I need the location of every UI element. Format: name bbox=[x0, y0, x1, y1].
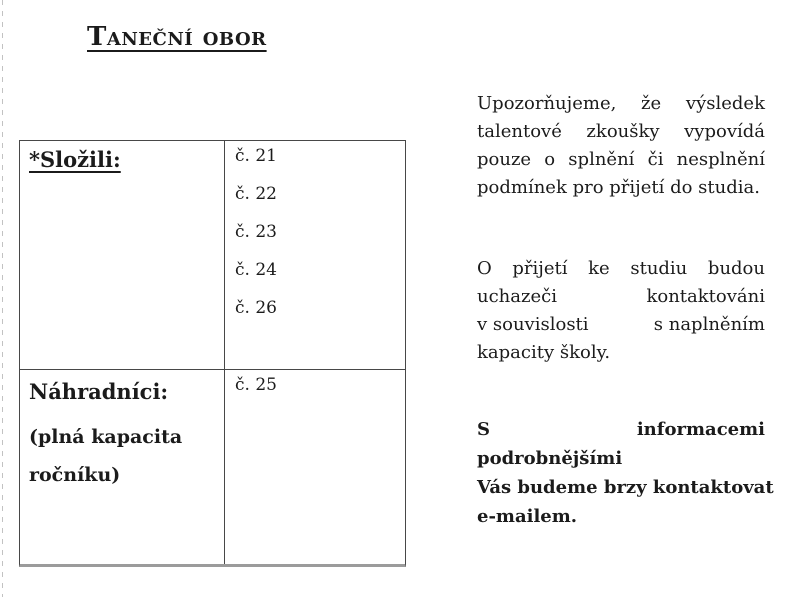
text-segment: kontaktováni bbox=[646, 286, 765, 307]
text-segment: v souvislosti bbox=[477, 314, 589, 335]
text-line: Upozorňujeme, že výsledek bbox=[477, 93, 765, 114]
text-line: talentové zkoušky vypovídá bbox=[477, 121, 765, 142]
passed-label: *Složili: bbox=[29, 147, 121, 172]
results-table bbox=[19, 140, 406, 567]
substitutes-label: Náhradníci: bbox=[29, 379, 169, 404]
passed-number: č. 23 bbox=[235, 222, 277, 242]
substitute-number: č. 25 bbox=[235, 375, 277, 395]
text-line bbox=[477, 415, 765, 473]
passed-number: č. 22 bbox=[235, 184, 277, 204]
text-line: e-mailem. bbox=[477, 506, 578, 527]
table-cell-passed-label bbox=[20, 141, 225, 370]
text-segment: uchazeči bbox=[477, 286, 557, 307]
table-cell-substitutes-numbers bbox=[225, 370, 405, 564]
info-text-column bbox=[477, 90, 774, 531]
paragraph-admission-contact bbox=[477, 255, 765, 367]
passed-number: č. 26 bbox=[235, 298, 277, 318]
text-line bbox=[477, 311, 765, 339]
text-line: Vás budeme brzy kontaktovat bbox=[477, 477, 774, 498]
page-edge-dashed-line bbox=[2, 0, 3, 597]
paragraph-email-contact bbox=[477, 415, 774, 531]
text-line: pouze o splnění či nesplnění bbox=[477, 149, 765, 170]
text-line bbox=[477, 283, 765, 311]
text-segment: s naplněním bbox=[653, 314, 765, 335]
text-line: kapacity školy. bbox=[477, 342, 611, 363]
table-cell-passed-numbers bbox=[225, 141, 405, 370]
page-title: Taneční obor bbox=[87, 22, 267, 52]
paragraph-exam-result-note bbox=[477, 90, 765, 202]
text-line: O přijetí ke studiu budou bbox=[477, 258, 765, 279]
substitutes-note-line: ročníku) bbox=[29, 464, 121, 486]
text-line: podmínek pro přijetí do studia. bbox=[477, 177, 760, 198]
passed-number: č. 24 bbox=[235, 260, 277, 280]
text-segment: S podrobnějšími bbox=[477, 419, 623, 469]
substitutes-note-line: (plná kapacita bbox=[29, 426, 183, 448]
table-cell-substitutes-label bbox=[20, 370, 225, 564]
text-segment: informacemi bbox=[636, 419, 765, 440]
passed-number: č. 21 bbox=[235, 146, 277, 166]
